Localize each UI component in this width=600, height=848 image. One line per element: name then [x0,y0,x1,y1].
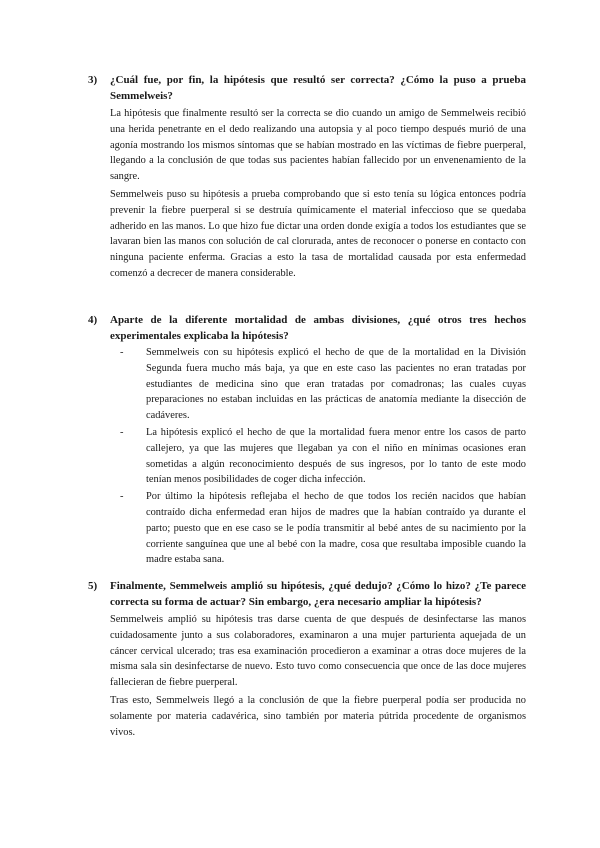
question-5-section [88,578,526,740]
bullet-dash: - [120,347,124,358]
bullet-dash: - [120,426,124,438]
question-5-number: 5) [88,580,98,592]
list-item [120,489,526,568]
question-4-section [88,312,526,569]
question-4-bullet-list [88,345,526,568]
question-3-section [88,72,526,282]
question-5-paragraph-2: Tras esto, Semmelweis llegó a la conclusión de que la fiebre puerperal podía ser producida no solamente por materia cadavérica, sino también por materia pútrida procedente de organismos vivos. [110,694,526,738]
question-4-title: Aparte de la diferente mortalidad de ambas divisiones, ¿qué otros tres hechos experimentales explicaba la hipótesis? [110,314,526,342]
question-5-title: Finalmente, Semmelweis amplió su hipótesis, ¿qué dedujo? ¿Cómo lo hizo? ¿Te parece correcta su forma de actuar? Sin embargo, ¿era necesario ampliar la hipótesis? [110,580,526,608]
list-item [120,425,526,488]
question-3-title: ¿Cuál fue, por fin, la hipótesis que resultó ser correcta? ¿Cómo la puso a prueba Semmelweis? [110,74,526,102]
question-3-paragraph-1: La hipótesis que finalmente resultó ser la correcta se dio cuando un amigo de Semmelweis recibió una herida penetrante en el dedo realizando una autopsia y al poco tiempo después murió de una agonía mostrando los mismos síntomas que se habían mostrado en las víctimas de fiebre puerperal, llegando a la conclusión de que todas sus pacientes habían fallecido por un envenenamiento de la sangre. [110,108,526,183]
question-4-number: 4) [88,314,98,326]
question-5-paragraph-1: Semmelweis amplió su hipótesis tras darse cuenta de que después de desinfectarse las manos cuidadosamente junto a sus colaboradores, examinaron a una mujer parturienta aquejada de un cáncer cervical ulcerado; tras esa examinación procedieron a examinar a otras doce mujeres de la misma sala sin desinfectarse de nuevo. Esto tuvo como consecuencia que once de las doce mujeres fallecieran de fiebre puerperal. [110,614,526,689]
bullet-text: Semmelweis con su hipótesis explicó el hecho de que de la mortalidad en la División Segunda fuera mucho más baja, ya que en este caso las pacientes no eran tratadas por estudiantes de medicina sino que eran tratadas por comadronas; las cuales cuyas preparaciones no estaban incluidas en las prácticas de anatomía mediante la disección de cadáveres. [146,347,526,422]
bullet-text: La hipótesis explicó el hecho de que la mortalidad fuera menor entre los casos de parto callejero, ya que las mujeres que llegaban ya con el niño en mínimas ocasiones eran sometidas a algún reconocimiento después de sus ingresos, por lo tanto de este modo tenían menos posibilidades de coger dicha infección. [146,426,526,486]
list-item [120,345,526,424]
question-3-paragraph-2: Semmelweis puso su hipótesis a prueba comprobando que si esto tenía su lógica entonces podría prevenir la fiebre puerperal si se destruía químicamente el material infeccioso que se quedaba adherido en las manos. Lo que hizo fue dictar una orden donde exigía a todos los estudiantes que se lavaran bien las manos con solución de cal clorurada, antes de reconocer o ponerse en contacto con ninguna paciente enferma. Gracias a esto la tasa de mortalidad causada por esta enfermedad comenzó a decrecer de manera considerable. [110,188,526,279]
bullet-dash: - [120,491,124,503]
bullet-text: Por último la hipótesis reflejaba el hecho de que todos los recién nacidos que habían contraído dicha enfermedad eran hijos de madres que la habían contraído ya durante el parto; puesto que en ese caso se le podía transmitir al bebé antes de su nacimiento por la corriente sanguínea que une al bebé con la madre, cosa que resultaba imposible cuando la madre estaba sana. [146,491,526,566]
question-3-number: 3) [88,74,98,86]
